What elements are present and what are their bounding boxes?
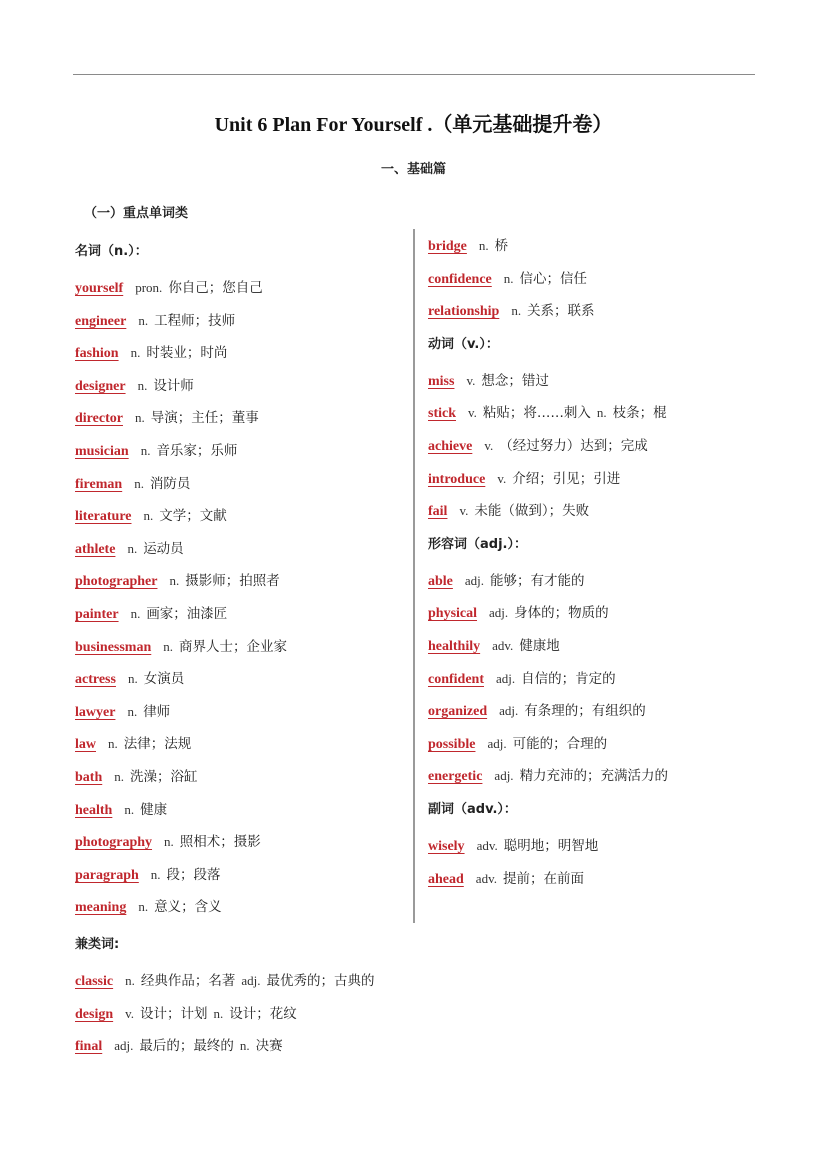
vocab-entry [75, 505, 410, 538]
part-of-speech: n. [503, 270, 514, 286]
word-meaning: 意义；含义 [154, 899, 222, 916]
vocab-entry [428, 300, 818, 333]
vocab-entry [75, 310, 410, 343]
vocab-entry [75, 277, 410, 310]
verbs-heading-row [428, 333, 818, 370]
vocab-word: engineer [75, 313, 127, 329]
adjectives-heading: 形容词（adj.）： [428, 536, 527, 552]
vocab-entry [75, 896, 410, 929]
word-meaning: 能够；有才能的 [490, 572, 585, 589]
part-of-speech: adj. [114, 1038, 134, 1054]
word-meaning: 最优秀的；古典的 [266, 973, 375, 989]
vocab-word: final [75, 1039, 103, 1055]
vocab-word: paragraph [75, 867, 139, 883]
vocab-word: businessman [75, 639, 152, 655]
vocab-entry [428, 700, 818, 733]
vocab-entry [75, 538, 410, 571]
word-meaning: 段；段落 [166, 866, 221, 883]
word-meaning: 可能的；合理的 [512, 735, 608, 752]
part-of-speech: n. [130, 605, 141, 621]
word-meaning: 未能（做到）；失败 [474, 503, 590, 520]
vocab-entry [428, 268, 818, 301]
vocab-word: health [75, 802, 113, 818]
nouns-list [75, 277, 410, 929]
word-meaning: 运动员 [143, 540, 184, 557]
vocab-entry [428, 235, 818, 268]
vocab-word: healthily [428, 638, 481, 654]
part-of-speech: n. [108, 736, 118, 752]
column-divider [413, 229, 415, 923]
vocab-entry [428, 570, 818, 603]
vocab-word: yourself [75, 281, 124, 296]
part-of-speech: n. [124, 801, 135, 817]
adverbs-heading: 副词（adv.）： [428, 801, 517, 817]
word-meaning: 健康 [140, 801, 168, 818]
part-heading: 一、基础篇 [380, 162, 446, 177]
part-of-speech: v. [459, 503, 469, 519]
part-of-speech: n. [239, 1038, 250, 1054]
vocab-entry [428, 500, 818, 533]
part-of-speech: n. [163, 638, 174, 654]
vocab-entry [75, 636, 410, 669]
header-rule [73, 74, 755, 75]
vocab-word: design [75, 1006, 114, 1022]
multi-class-heading: 兼类词: [75, 937, 120, 952]
word-meaning: 你自己；您自己 [168, 280, 263, 296]
word-meaning: 想念；错过 [481, 372, 549, 389]
part-of-speech: n. [150, 866, 161, 882]
vocab-word: designer [75, 378, 126, 394]
adjectives-list [428, 570, 818, 798]
adjectives-heading-row [428, 533, 818, 570]
vocab-entry [75, 668, 410, 701]
word-meaning: 精力充沛的；充满活力的 [519, 768, 669, 785]
verbs-heading: 动词（v.）： [428, 336, 499, 352]
part-of-speech: n. [125, 973, 135, 988]
part-of-speech: v. [484, 437, 494, 453]
vocab-entry [75, 407, 410, 440]
word-meaning: 法律；法规 [123, 736, 192, 753]
vocab-word: energetic [428, 769, 483, 785]
nouns-continued-list [428, 235, 818, 333]
vocab-word: musician [75, 443, 129, 459]
part-of-speech: adj. [489, 605, 509, 621]
vocab-word: fashion [75, 346, 119, 362]
vocab-entry [75, 831, 410, 864]
part-of-speech: pron. [135, 280, 163, 295]
word-meaning: 消防员 [149, 475, 191, 492]
vocab-word: achieve [428, 438, 473, 454]
word-meaning: 自信的；肯定的 [521, 670, 616, 687]
vocab-entry [75, 766, 410, 799]
vocab-entry [75, 701, 410, 734]
part-of-speech: adj. [499, 703, 519, 719]
vocab-entry [75, 864, 410, 897]
word-meaning: 画家；油漆匠 [146, 605, 228, 622]
part-of-speech: adj. [487, 735, 507, 751]
part-of-speech: n. [137, 377, 148, 393]
word-meaning: （经过努力）达到；完成 [499, 437, 648, 454]
vocab-entry [75, 570, 410, 603]
nouns-heading-row [75, 240, 410, 277]
vocab-word: confident [428, 671, 484, 687]
part-of-speech: n. [596, 405, 607, 421]
vocab-entry [75, 970, 775, 1003]
part-of-speech: adv. [492, 637, 514, 653]
vocab-word: stick [428, 406, 456, 422]
word-meaning: 介绍；引见；引进 [512, 470, 621, 487]
word-meaning: 导演；主任；董事 [150, 410, 259, 427]
word-meaning: 最后的；最终的 [139, 1038, 234, 1055]
section-heading: （一）重点单词类 [84, 206, 189, 221]
vocab-entry [75, 603, 410, 636]
vocab-word: bridge [428, 239, 467, 254]
part-of-speech: v. [125, 1005, 135, 1021]
part-of-speech: adj. [496, 670, 516, 686]
part-of-speech: adj. [241, 973, 261, 988]
vocab-entry [428, 370, 818, 403]
verbs-list [428, 370, 818, 533]
part-of-speech: n. [114, 768, 124, 784]
vocab-word: possible [428, 736, 476, 752]
word-meaning: 枝条；棍 [612, 405, 667, 422]
word-meaning: 关系；联系 [527, 303, 595, 320]
word-meaning: 身体的；物质的 [514, 605, 609, 622]
part-of-speech: adj. [464, 572, 485, 588]
vocab-entry [75, 1035, 775, 1068]
part-of-speech: adj. [494, 768, 514, 784]
vocab-entry [75, 799, 410, 832]
word-meaning: 工程师；技师 [154, 312, 236, 329]
part-of-speech: n. [127, 540, 138, 556]
vocab-entry [428, 435, 818, 468]
word-meaning: 时装业；时尚 [146, 345, 228, 362]
vocab-entry [428, 635, 818, 668]
right-column [428, 235, 818, 900]
part-of-speech: n. [140, 442, 151, 458]
word-meaning: 商界人士；企业家 [179, 638, 288, 655]
multi-class-section [75, 933, 775, 1068]
vocab-word: classic [75, 974, 114, 989]
vocab-word: organized [428, 704, 488, 720]
vocab-entry [428, 868, 818, 901]
vocab-entry [75, 1003, 775, 1036]
vocab-word: physical [428, 606, 478, 622]
word-meaning: 摄影师；拍照者 [185, 573, 280, 590]
word-meaning: 健康地 [519, 637, 560, 654]
part-of-speech: n. [134, 475, 144, 491]
vocab-word: ahead [428, 871, 464, 887]
word-meaning: 洗澡；浴缸 [129, 768, 198, 785]
part-of-speech: adv. [475, 870, 497, 886]
part-of-speech: n. [213, 1005, 224, 1021]
vocab-entry [75, 473, 410, 506]
vocab-word: athlete [75, 541, 116, 557]
vocab-word: literature [75, 509, 132, 525]
part-of-speech: n. [138, 899, 149, 915]
adverbs-heading-row [428, 798, 818, 835]
multi-class-list [75, 970, 775, 1068]
vocab-word: fireman [75, 476, 123, 492]
word-meaning: 桥 [494, 238, 509, 254]
part-of-speech: n. [143, 508, 154, 524]
vocab-entry [75, 733, 410, 766]
vocab-entry [75, 440, 410, 473]
nouns-heading: 名词（n.）： [75, 244, 148, 259]
vocab-entry [428, 765, 818, 798]
vocab-word: fail [428, 504, 448, 520]
nouns-column [75, 240, 410, 929]
vocab-word: confidence [428, 271, 492, 287]
word-meaning: 女演员 [143, 671, 185, 688]
part-of-speech: n. [478, 238, 489, 253]
word-meaning: 有条理的；有组织的 [524, 703, 646, 720]
word-meaning: 照相术；摄影 [179, 834, 261, 851]
vocab-word: actress [75, 672, 116, 688]
part-of-speech: n. [127, 703, 138, 719]
part-of-speech: n. [169, 573, 180, 589]
vocab-word: photographer [75, 574, 158, 590]
part-of-speech: n. [130, 345, 141, 361]
part-of-speech: n. [134, 410, 145, 426]
page-title: Unit 6 Plan For Yourself .（单元基础提升卷） [214, 114, 613, 136]
part-of-speech: n. [127, 671, 138, 687]
part-of-speech: v. [468, 405, 477, 421]
vocab-word: wisely [428, 838, 465, 854]
vocab-entry [75, 375, 410, 408]
word-meaning: 聪明地；明智地 [503, 837, 599, 854]
word-meaning: 音乐家；乐师 [156, 442, 238, 459]
vocab-entry [428, 602, 818, 635]
vocab-entry [428, 668, 818, 701]
vocab-word: bath [75, 769, 103, 785]
vocab-word: able [428, 573, 453, 589]
word-meaning: 设计；计划 [140, 1005, 208, 1022]
part-of-speech: v. [497, 470, 507, 486]
part-of-speech: n. [164, 834, 174, 850]
vocab-word: photography [75, 835, 153, 851]
word-meaning: 律师 [143, 703, 171, 720]
vocab-word: miss [428, 373, 455, 389]
vocab-word: law [75, 737, 96, 753]
word-meaning: 经典作品；名著 [140, 973, 236, 989]
word-meaning: 设计师 [153, 377, 194, 394]
part-of-speech: n. [511, 303, 522, 319]
part-of-speech: adv. [476, 837, 498, 853]
part-of-speech: n. [138, 312, 149, 328]
adverbs-list [428, 835, 818, 900]
word-meaning: 文学；文献 [159, 508, 227, 525]
vocab-word: relationship [428, 304, 500, 320]
vocab-word: meaning [75, 900, 127, 916]
vocab-entry [428, 733, 818, 766]
vocab-word: lawyer [75, 704, 116, 720]
vocab-entry [428, 468, 818, 501]
word-meaning: 决赛 [255, 1038, 283, 1055]
part-of-speech: v. [466, 372, 476, 388]
vocab-word: director [75, 411, 123, 427]
multi-class-heading-row [75, 933, 775, 970]
vocab-word: painter [75, 606, 119, 622]
vocab-entry [75, 342, 410, 375]
vocab-entry [428, 402, 818, 435]
vocab-entry [428, 835, 818, 868]
vocab-word: introduce [428, 471, 486, 487]
word-meaning: 提前；在前面 [502, 870, 584, 887]
word-meaning: 粘贴；将……刺入 [482, 405, 591, 422]
word-meaning: 信心；信任 [519, 270, 588, 287]
word-meaning: 设计；花纹 [229, 1005, 297, 1022]
